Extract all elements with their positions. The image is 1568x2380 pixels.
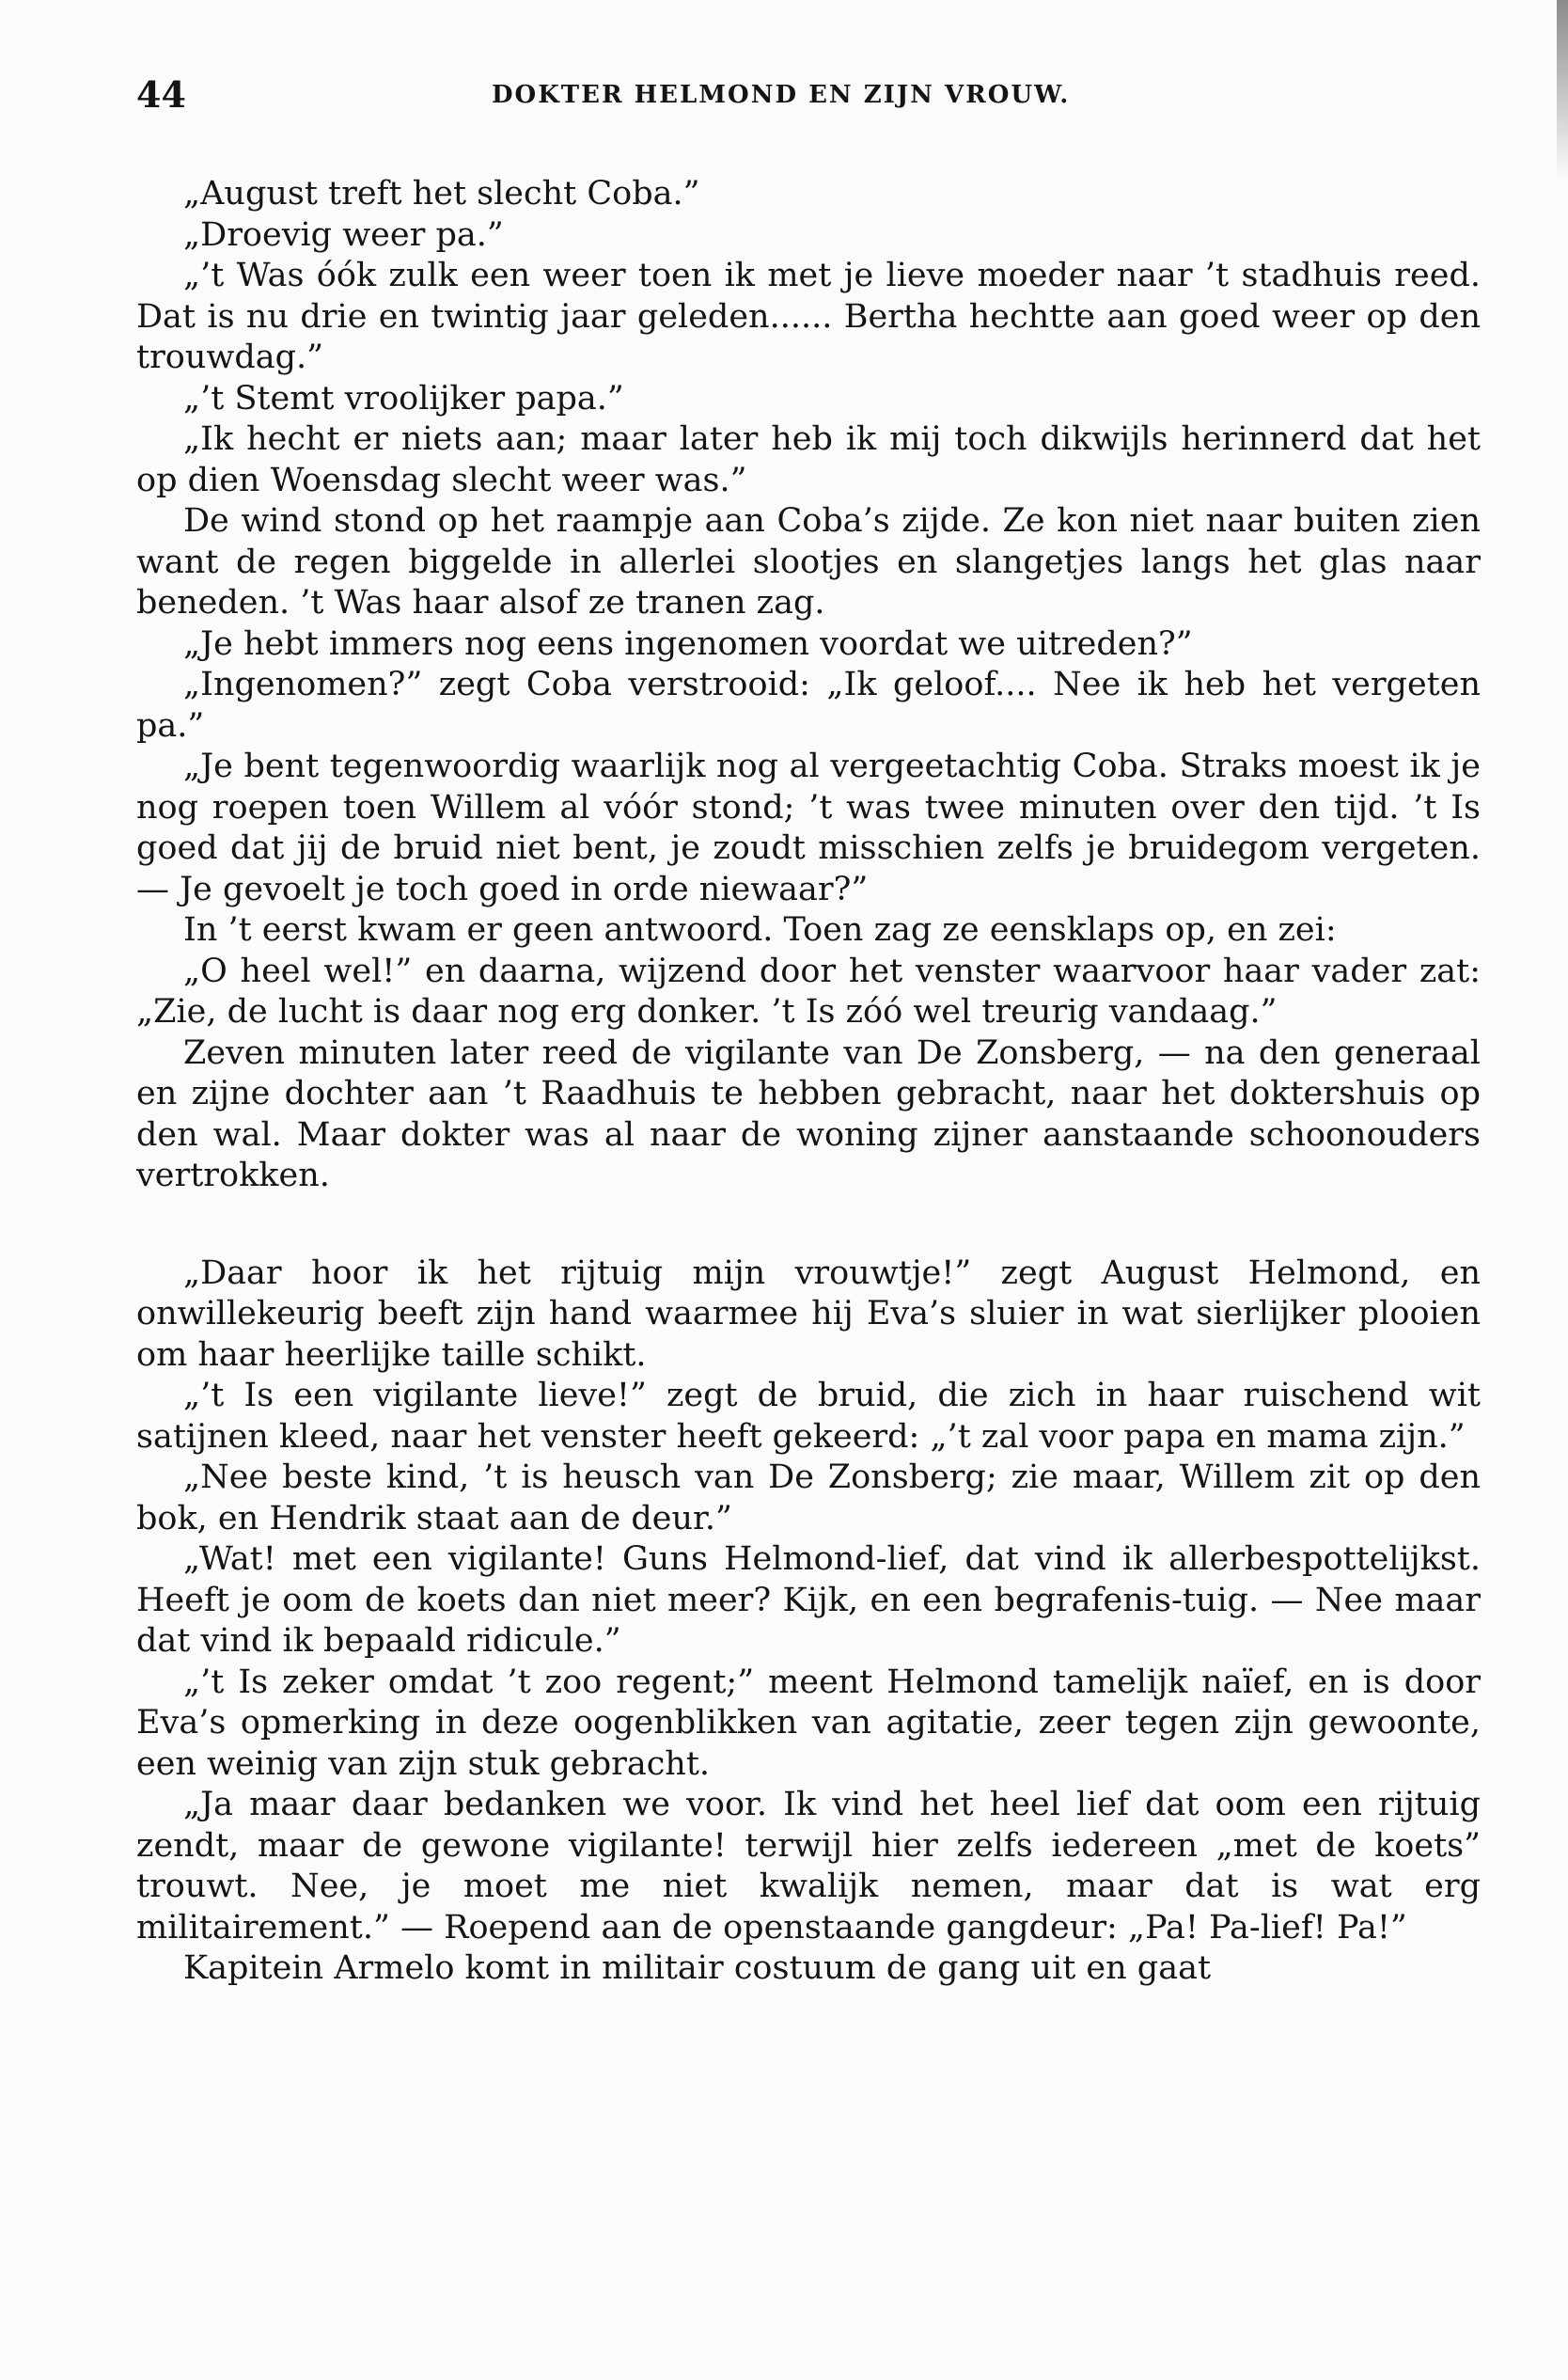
paragraph: „Droevig weer pa.”	[183, 215, 504, 254]
paragraph: „O heel wel!” en daarna, wijzend door het venster waarvoor haar vader zat: „Zie, de lucht is daar nog erg donker. ’t Is zóó wel treurig vandaag.”	[136, 952, 1481, 1031]
paragraph: „Wat! met een vigilante! Guns Helmond-lief, dat vind ik allerbespottelijkst. Heeft je oom de koets dan niet meer? Kijk, en een begrafenis-tuig. — Nee maar dat vind ik bepaald ridicule.”	[136, 1540, 1481, 1660]
paragraph: „Ingenomen?” zegt Coba verstrooid: „Ik geloof.... Nee ik heb het vergeten pa.”	[136, 666, 1481, 745]
text-section	[136, 174, 1481, 1197]
paragraph: „August treft het slecht Coba.”	[183, 175, 700, 213]
paragraph: „Ik hecht er niets aan; maar later heb ik mij toch dikwijls herinnerd dat het op dien Woensdag slecht weer was.”	[136, 420, 1481, 499]
paragraph: „’t Is een vigilante lieve!” zegt de bruid, die zich in haar ruischend wit satijnen kleed, naar het venster heeft gekeerd: „’t zal voor papa en mama zijn.”	[136, 1377, 1481, 1456]
paragraph: „Ja maar daar bedanken we voor. Ik vind het heel lief dat oom een rijtuig zendt, maar de gewone vigilante! terwijl hier zelfs iedereen „met de koets” trouwt. Nee, je moet me niet kwalijk nemen, maar dat is wat erg militairement.” — Roepend aan de openstaande gangdeur: „Pa! Pa-lief! Pa!”	[136, 1786, 1481, 1947]
paragraph: De wind stond op het raampje aan Coba’s zijde. Ze kon niet naar buiten zien want de regen biggelde in allerlei slootjes en slangetjes langs het glas naar beneden. ’t Was haar alsof ze tranen zag.	[136, 502, 1481, 622]
paragraph: „Je hebt immers nog eens ingenomen voordat we uitreden?”	[183, 624, 1193, 663]
paragraph: Kapitein Armelo komt in militair costuum de gang uit en gaat	[183, 1949, 1212, 1987]
page-header	[136, 73, 1471, 130]
page-number: 44	[136, 73, 186, 116]
paragraph: „’t Is zeker omdat ’t zoo regent;” meent Helmond tamelijk naïef, en is door Eva’s opmerking in deze oogenblikken van agitatie, zeer tegen zijn gewoonte, een weinig van zijn stuk gebracht.	[136, 1663, 1481, 1783]
paragraph: „Daar hoor ik het rijtuig mijn vrouwtje!” zegt August Helmond, en onwillekeurig beeft zijn hand waarmee hij Eva’s sluier in wat sierlijker plooien om haar heerlijke taille schikt.	[136, 1253, 1481, 1374]
paragraph: „Je bent tegenwoordig waarlijk nog al vergeetachtig Coba. Straks moest ik je nog roepen toen Willem al vóór stond; ’t was twee minuten over den tijd. ’t Is goed dat jij de bruid niet bent, je zoudt misschien zelfs je bruidegom vergeten. — Je gevoelt je toch goed in orde niewaar?”	[136, 748, 1481, 908]
paragraph: Zeven minuten later reed de vigilante van De Zonsberg, — na den generaal en zijne dochter aan ’t Raadhuis te hebben gebracht, naar het doktershuis op den wal. Maar dokter was al naar de woning zijner aanstaande schoonouders vertrokken.	[136, 1033, 1481, 1194]
page-edge-mark	[1557, 0, 1568, 179]
paragraph: „’t Stemt vroolijker papa.”	[183, 379, 624, 418]
body-text	[136, 174, 1481, 1990]
paragraph: „Nee beste kind, ’t is heusch van De Zonsberg; zie maar, Willem zit op den bok, en Hendrik staat aan de deur.”	[136, 1458, 1481, 1537]
running-title: DOKTER HELMOND EN ZIJN VROUW.	[492, 81, 1071, 109]
paragraph: In ’t eerst kwam er geen antwoord. Toen zag ze eensklaps op, en zei:	[183, 911, 1337, 949]
paragraph: „’t Was óók zulk een weer toen ik met je lieve moeder naar ’t stadhuis reed. Dat is nu drie en twintig jaar geleden...... Bertha hechtte aan goed weer op den trouwdag.”	[136, 257, 1481, 376]
text-section	[136, 1253, 1481, 1990]
